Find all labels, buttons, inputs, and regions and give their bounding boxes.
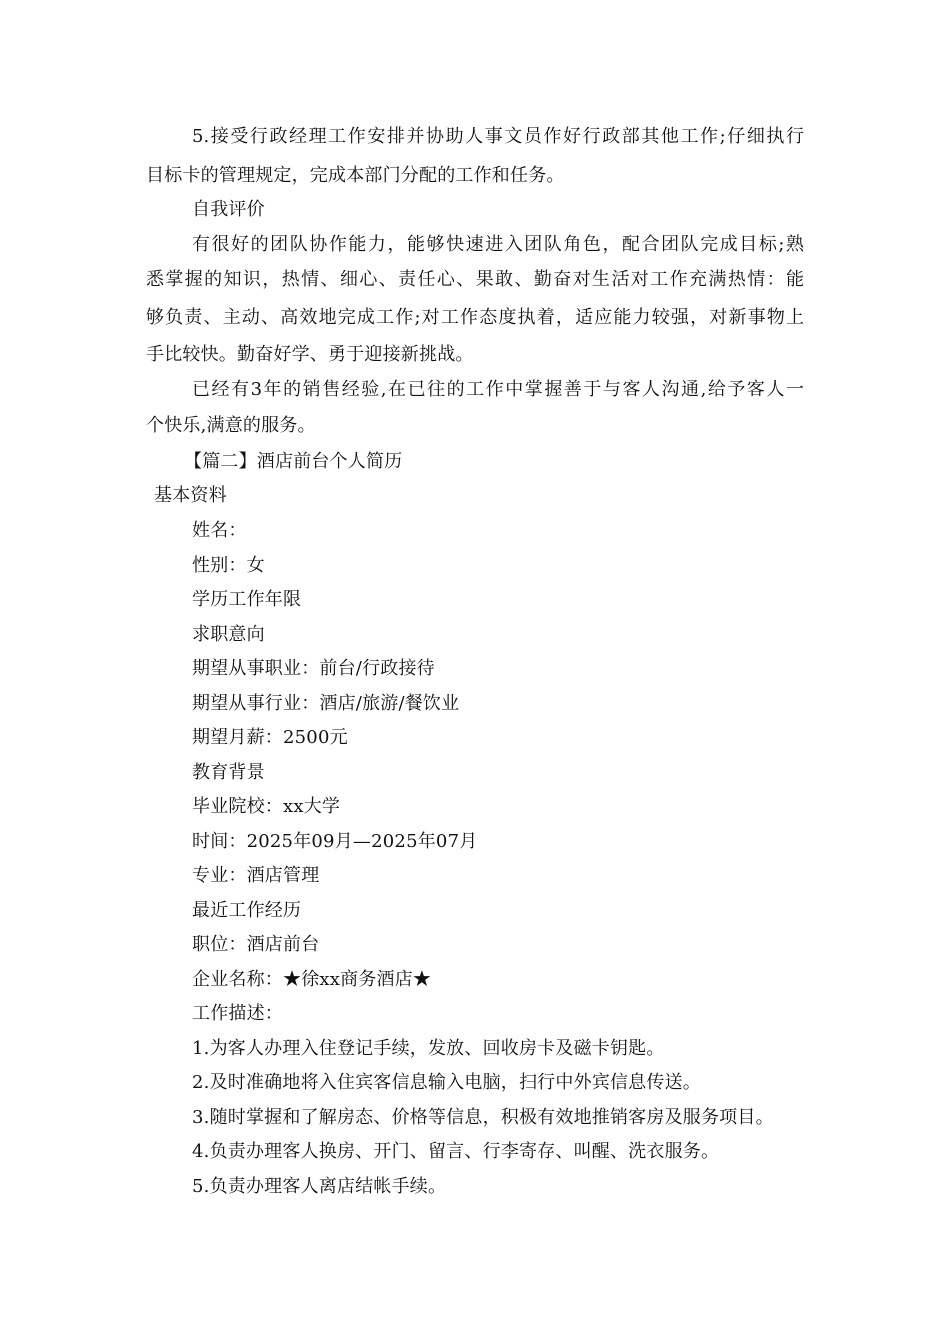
education-background-heading: 教育背景 xyxy=(192,762,265,783)
expected-industry-field: 期望从事行业：酒店/旅游/餐饮业 xyxy=(192,693,460,714)
item5-line1: 5.接受行政经理工作安排并协助人事文员作好行政部其他工作;仔细执行 xyxy=(192,126,804,147)
job-description-heading: 工作描述： xyxy=(192,1003,283,1024)
basic-info-heading: 基本资料 xyxy=(154,485,227,506)
gender-field: 性别：女 xyxy=(192,555,265,576)
duty-item: 1.为客人办理入住登记手续，发放、回收房卡及磁卡钥匙。 xyxy=(192,1038,665,1059)
para1-line3: 够负责、主动、高效地完成工作;对工作态度执着，适应能力较强，对新事物上 xyxy=(146,307,804,328)
job-intent-heading: 求职意向 xyxy=(192,624,265,645)
expected-salary-field: 期望月薪：2500元 xyxy=(192,727,348,748)
company-field: 企业名称：★徐xx商务酒店★ xyxy=(192,969,432,990)
recent-work-heading: 最近工作经历 xyxy=(192,900,302,921)
duty-item: 5.负责办理客人离店结帐手续。 xyxy=(192,1176,447,1197)
duty-item: 4.负责办理客人换房、开门、留言、行李寄存、叫醒、洗衣服务。 xyxy=(192,1141,720,1162)
school-field: 毕业院校：xx大学 xyxy=(192,796,341,817)
para2-line1: 已经有3年的销售经验,在已往的工作中掌握善于与客人沟通,给予客人一 xyxy=(192,379,804,400)
para2-line2: 个快乐,满意的服务。 xyxy=(146,415,316,436)
self-evaluation-heading: 自我评价 xyxy=(192,199,265,220)
duty-item: 3.随时掌握和了解房态、价格等信息，积极有效地推销客房及服务项目。 xyxy=(192,1107,774,1128)
expected-job-field: 期望从事职业：前台/行政接待 xyxy=(192,658,435,679)
duty-item: 2.及时准确地将入住宾客信息输入电脑，扫行中外宾信息传送。 xyxy=(192,1072,701,1093)
para1-line2: 悉掌握的知识，热情、细心、责任心、果敢、勤奋对生活对工作充满热情：能 xyxy=(146,269,804,290)
name-field: 姓名： xyxy=(192,520,247,541)
time-field: 时间：2025年09月—2025年07月 xyxy=(192,831,478,852)
education-years-field: 学历工作年限 xyxy=(192,589,302,610)
para1-line4: 手比较快。勤奋好学、勇于迎接新挑战。 xyxy=(146,344,474,365)
section-title: 【篇二】酒店前台个人简历 xyxy=(184,451,403,472)
para1-line1: 有很好的团队协作能力，能够快速进入团队角色，配合团队完成目标;熟 xyxy=(192,234,804,255)
position-field: 职位：酒店前台 xyxy=(192,934,320,955)
major-field: 专业：酒店管理 xyxy=(192,865,320,886)
item5-line2: 目标卡的管理规定，完成本部门分配的工作和任务。 xyxy=(146,165,565,186)
